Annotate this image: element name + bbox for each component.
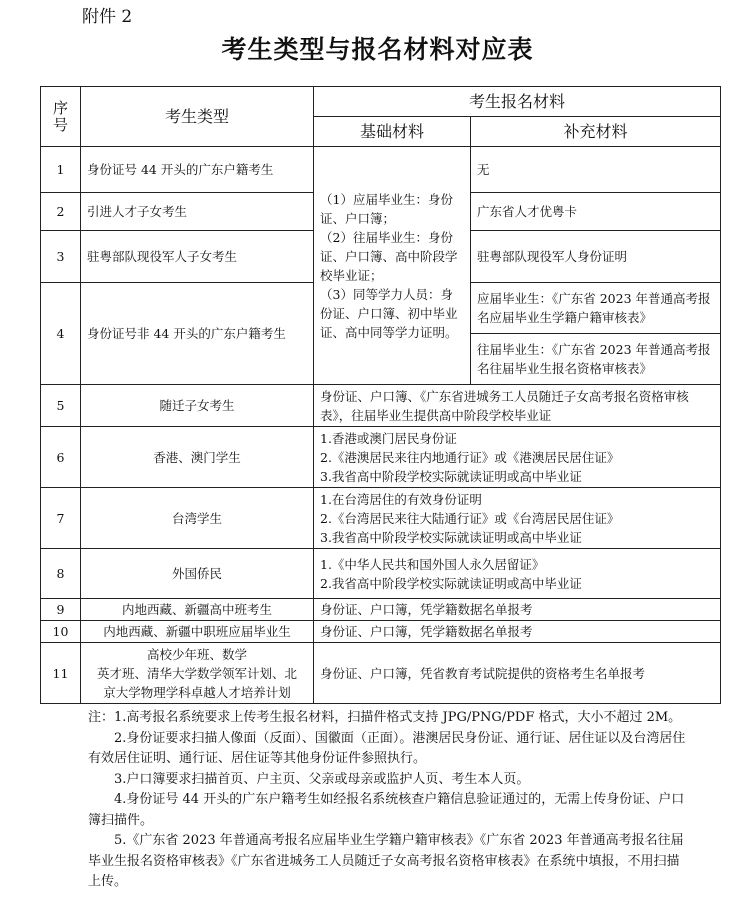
note-item: 5.《广东省 2023 年普通高考报名应届毕业生学籍户籍审核表》《广东省 2023 年普通高考报名往届毕业生报名资格审核表》《广东省进城务工人员随迁子女高考报名资格审核表》在系统中填报，不用扫描上传。 [88, 833, 684, 889]
row-materials: 身份证、户口簿、《广东省进城务工人员随迁子女高考报名资格审核表》，往届毕业生提供高中阶段学校毕业证 [314, 385, 721, 427]
material-line: 2.《台湾居民来往大陆通行证》或《台湾居民居住证》 [320, 510, 620, 526]
row-supplement-previous: 往届毕业生：《广东省 2023 年普通高考报名往届毕业生报名资格审核表》 [471, 334, 721, 385]
row-materials: 身份证、户口簿，凭学籍数据名单报考 [314, 599, 721, 621]
material-line: 2.我省高中阶段学校实际就读证明或高中毕业证 [320, 575, 582, 591]
material-line: 1.在台湾居住的有效身份证明 [320, 491, 482, 507]
header-materials: 考生报名材料 [314, 87, 721, 117]
row-type: 身份证号非 44 开头的广东户籍考生 [81, 283, 314, 385]
table-row [41, 385, 721, 427]
material-line: 1.香港或澳门居民身份证 [320, 430, 457, 446]
row-type: 台湾学生 [81, 488, 314, 549]
type-line: 英才班、清华大学数学领军计划、北 [96, 665, 297, 681]
header-type: 考生类型 [81, 87, 314, 147]
document-title: 考生类型与报名材料对应表 [221, 35, 534, 64]
shared-basic-materials [314, 147, 471, 385]
row-materials: 身份证、户口簿，凭学籍数据名单报考 [314, 621, 721, 643]
row-materials: 身份证、户口簿，凭省教育考试院提供的资格考生名单报考 [314, 643, 721, 704]
row-type: 内地西藏、新疆中职班应届毕业生 [81, 621, 314, 643]
row-type: 身份证号 44 开头的广东户籍考生 [81, 147, 314, 193]
basic-item: （2）往届毕业生：身份证、户口簿、高中阶段学校毕业证； [320, 229, 458, 283]
row-no: 10 [41, 621, 81, 643]
table-row [41, 147, 721, 193]
table-row [41, 643, 721, 704]
basic-item: （1）应届毕业生：身份证、户口簿； [320, 191, 453, 226]
row-no: 6 [41, 427, 81, 488]
row-type: 香港、澳门学生 [81, 427, 314, 488]
row-materials [314, 488, 721, 549]
row-no: 5 [41, 385, 81, 427]
materials-table [40, 86, 721, 704]
material-line: 3.我省高中阶段学校实际就读证明或高中毕业证 [320, 468, 582, 484]
table-row [41, 621, 721, 643]
note-item: 2.身份证要求扫描人像面（反面）、国徽面（正面）。港澳居民身份证、通行证、居住证以及台湾居住有效居住证明、通行证、居住证等其他身份证件参照执行。 [88, 730, 686, 766]
notes [88, 708, 688, 893]
row-supplement: 驻粤部队现役军人身份证明 [471, 231, 721, 283]
type-line: 京大学物理学科卓越人才培养计划 [103, 684, 291, 700]
row-no: 9 [41, 599, 81, 621]
attachment-label: 附件 2 [82, 7, 133, 27]
table-row [41, 599, 721, 621]
row-type [81, 643, 314, 704]
header-supplement: 补充材料 [471, 117, 721, 147]
row-type: 外国侨民 [81, 549, 314, 599]
table-row [41, 427, 721, 488]
material-line: 3.我省高中阶段学校实际就读证明或高中毕业证 [320, 529, 582, 545]
row-type: 引进人才子女考生 [81, 193, 314, 231]
row-no: 1 [41, 147, 81, 193]
table-row [41, 549, 721, 599]
row-no: 3 [41, 231, 81, 283]
row-no: 2 [41, 193, 81, 231]
note-item: 注：1.高考报名系统要求上传考生报名材料，扫描件格式支持 JPG/PNG/PDF 格式，大小不超过 2M。 [88, 710, 682, 725]
row-no: 8 [41, 549, 81, 599]
row-type: 随迁子女考生 [81, 385, 314, 427]
table-header-row [41, 87, 721, 117]
note-item: 3.户口簿要求扫描首页、户主页、父亲或母亲或监护人页、考生本人页。 [114, 771, 530, 787]
row-no: 4 [41, 283, 81, 385]
material-line: 2.《港澳居民来往内地通行证》或《港澳居民居住证》 [320, 449, 620, 465]
header-seq [41, 87, 81, 147]
row-no: 7 [41, 488, 81, 549]
material-line: 1.《中华人民共和国外国人永久居留证》 [320, 556, 545, 572]
row-type: 驻粤部队现役军人子女考生 [81, 231, 314, 283]
row-materials [314, 549, 721, 599]
header-seq-char-1: 序 [52, 98, 68, 117]
header-seq-char-2: 号 [52, 115, 68, 134]
table-row [41, 488, 721, 549]
row-supplement-current: 应届毕业生：《广东省 2023 年普通高考报名应届毕业生学籍户籍审核表》 [471, 283, 721, 334]
row-no: 11 [41, 643, 81, 704]
note-item: 4.身份证号 44 开头的广东户籍考生如经报名系统核查户籍信息验证通过的，无需上传身份证、户口簿扫描件。 [88, 792, 685, 828]
basic-item: （3）同等学力人员：身份证、户口簿、初中毕业证、高中同等学力证明。 [320, 286, 458, 340]
row-supplement: 广东省人才优粤卡 [471, 193, 721, 231]
row-type: 内地西藏、新疆高中班考生 [81, 599, 314, 621]
row-supplement: 无 [471, 147, 721, 193]
row-materials [314, 427, 721, 488]
type-line: 高校少年班、数学 [146, 646, 247, 662]
header-basic: 基础材料 [314, 117, 471, 147]
